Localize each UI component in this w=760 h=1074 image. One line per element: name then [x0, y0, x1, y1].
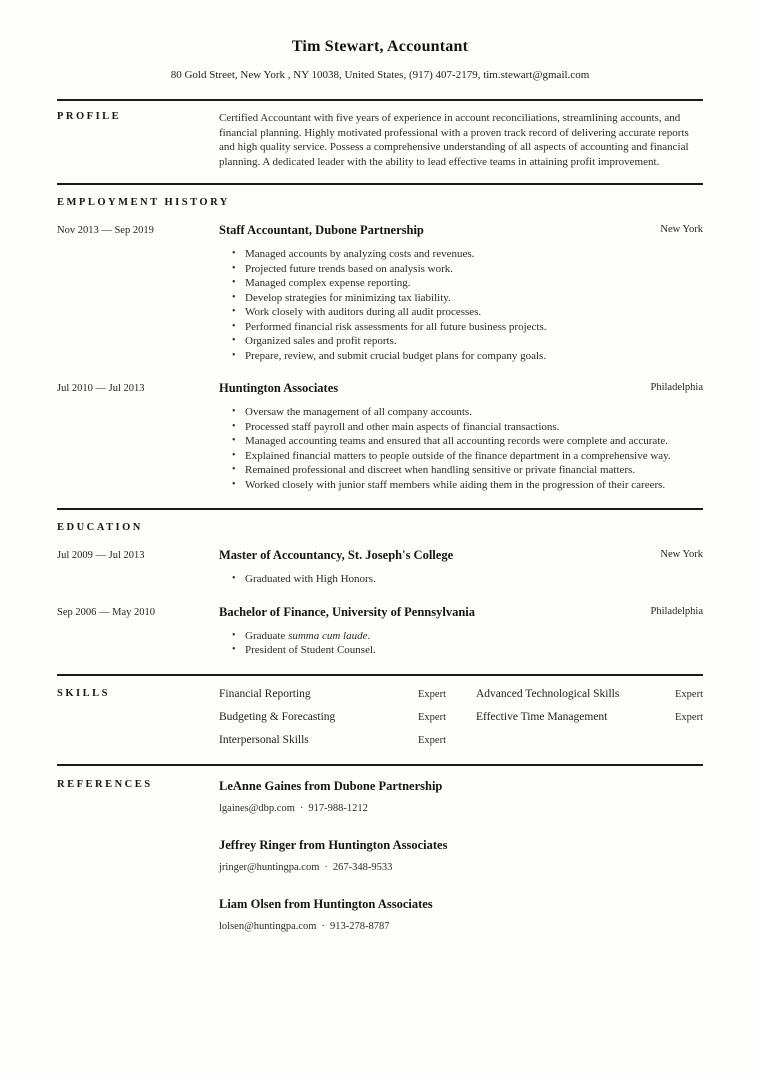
reference-phone: 917-988-1212	[308, 802, 368, 814]
skill-name: Effective Time Management	[476, 710, 608, 723]
skill-row	[476, 688, 703, 701]
reference-phone: 913-278-8787	[329, 920, 390, 932]
entry-body	[219, 381, 703, 492]
bullet-item: • Projected future trends based on analysis work.	[245, 262, 703, 277]
bullet-item: • Performed financial risk assessments for all future business projects.	[245, 320, 703, 335]
entry-dates: Jul 2010 — Jul 2013	[57, 383, 145, 395]
bullet-item: • Explained financial matters to people outside of the finance department in a comprehensive way.	[245, 449, 703, 464]
reference-entry	[219, 897, 703, 932]
bullet-list	[219, 247, 703, 363]
entry-title: Master of Accountancy, St. Joseph's College	[219, 548, 454, 563]
employment-section	[57, 183, 703, 508]
skill-row	[476, 711, 703, 724]
skills-section	[57, 674, 703, 764]
bullet-item: • Processed staff payroll and other main aspects of financial transactions.	[245, 420, 703, 435]
entry-title: Staff Accountant, Dubone Partnership	[219, 223, 424, 238]
skill-level: Expert	[418, 711, 446, 723]
bullet-item: • Managed accounts by analyzing costs and revenues.	[245, 247, 703, 262]
bullet-text-italic: summa cum laude	[288, 629, 368, 642]
entry-head	[219, 605, 703, 620]
entry-head	[219, 223, 703, 238]
skills-section-label: SKILLS	[57, 687, 110, 699]
profile-section	[57, 99, 703, 183]
bullet-item: • Managed accounting teams and ensured that all accounting records were complete and accurate.	[245, 434, 703, 449]
entry-body	[219, 605, 703, 658]
skill-row	[219, 711, 446, 724]
references-section-label: REFERENCES	[57, 778, 153, 790]
profile-text: Certified Accountant with five years of experience in account reconciliations, streamlining accounts, and financial planning. Highly motivated professional with a proven track record of delivering accurate reports and high quality service. Possess a comprehensive understanding of all aspects of accounting and financial planning. A dedicated leader with the ability to lead effective teams in attaining profit improvement.	[219, 112, 689, 168]
employment-entry-2	[57, 381, 703, 492]
skill-level: Expert	[675, 711, 703, 723]
reference-name: Liam Olsen from Huntington Associates	[219, 896, 433, 911]
entry-body	[219, 548, 703, 587]
bullet-list	[219, 629, 703, 658]
contact-line: 80 Gold Street, New York , NY 10038, United States, (917) 407-2179, tim.stewart@gmail.com	[170, 69, 590, 81]
skill-level: Expert	[675, 688, 703, 700]
reference-entry	[219, 779, 703, 814]
skill-name: Financial Reporting	[219, 687, 311, 700]
candidate-name: Tim Stewart, Accountant	[291, 38, 469, 55]
education-section-label: EDUCATION	[57, 522, 143, 534]
entry-dates: Sep 2006 — May 2010	[57, 606, 155, 618]
skill-name: Budgeting & Forecasting	[219, 710, 336, 723]
bullet-text-plain: .	[367, 629, 371, 642]
resume-header	[57, 38, 703, 81]
bullet-item: • Graduated with High Honors.	[245, 572, 703, 587]
bullet-item: • Managed complex expense reporting.	[245, 276, 703, 291]
reference-email: lgaines@dbp.com	[219, 802, 295, 814]
skill-name: Advanced Technological Skills	[476, 687, 620, 700]
profile-section-label: PROFILE	[57, 111, 122, 122]
entry-location: Philadelphia	[650, 382, 703, 394]
entry-body	[219, 223, 703, 363]
reference-email: lolsen@huntingpa.com	[219, 920, 317, 932]
entry-location: New York	[660, 224, 703, 236]
entry-title: Bachelor of Finance, University of Pennsylvania	[219, 604, 476, 619]
bullet-item: • Oversaw the management of all company accounts.	[245, 405, 703, 420]
entry-location: Philadelphia	[650, 605, 703, 617]
bullet-item	[245, 629, 703, 644]
skill-level: Expert	[418, 688, 446, 700]
bullet-item: • Remained professional and discreet when handling sensitive or private financial matters.	[245, 463, 703, 478]
entry-location: New York	[660, 549, 703, 561]
education-entry-1	[57, 548, 703, 587]
bullet-list	[219, 405, 703, 492]
reference-separator: ·	[321, 920, 325, 932]
bullet-item: • Worked closely with junior staff members while aiding them in the progression of their careers.	[245, 478, 703, 493]
reference-name: Jeffrey Ringer from Huntington Associates	[219, 837, 448, 852]
education-entry-2	[57, 605, 703, 658]
reference-separator: ·	[324, 861, 328, 873]
skill-row	[219, 688, 446, 701]
bullet-item: • Organized sales and profit reports.	[245, 334, 703, 349]
reference-contact	[219, 862, 703, 873]
skill-name: Interpersonal Skills	[219, 733, 309, 746]
reference-email: jringer@huntingpa.com	[219, 861, 320, 873]
reference-name: LeAnne Gaines from Dubone Partnership	[219, 778, 443, 793]
bullet-item: • Work closely with auditors during all audit processes.	[245, 305, 703, 320]
skill-level: Expert	[418, 734, 446, 746]
reference-contact	[219, 921, 703, 932]
references-section	[57, 764, 703, 956]
references-list	[219, 779, 703, 956]
entry-head	[219, 548, 703, 563]
entry-dates: Jul 2009 — Jul 2013	[57, 550, 145, 562]
reference-contact	[219, 803, 703, 814]
bullet-list	[219, 572, 703, 587]
bullet-item: • Develop strategies for minimizing tax liability.	[245, 291, 703, 306]
employment-section-label: EMPLOYMENT HISTORY	[57, 197, 230, 209]
bullet-item: • Prepare, review, and submit crucial budget plans for company goals.	[245, 349, 703, 364]
entry-dates: Nov 2013 — Sep 2019	[57, 225, 154, 237]
reference-entry	[219, 838, 703, 873]
employment-entry-1	[57, 223, 703, 363]
entry-title: Huntington Associates	[219, 381, 339, 396]
reference-phone: 267-348-9533	[332, 861, 393, 873]
reference-separator: ·	[299, 802, 304, 814]
skill-row	[219, 734, 446, 747]
education-section	[57, 508, 703, 674]
bullet-item: • President of Student Counsel.	[245, 643, 703, 658]
bullet-text-plain: Graduate	[245, 629, 289, 642]
entry-head	[219, 381, 703, 396]
skills-grid	[219, 688, 703, 747]
